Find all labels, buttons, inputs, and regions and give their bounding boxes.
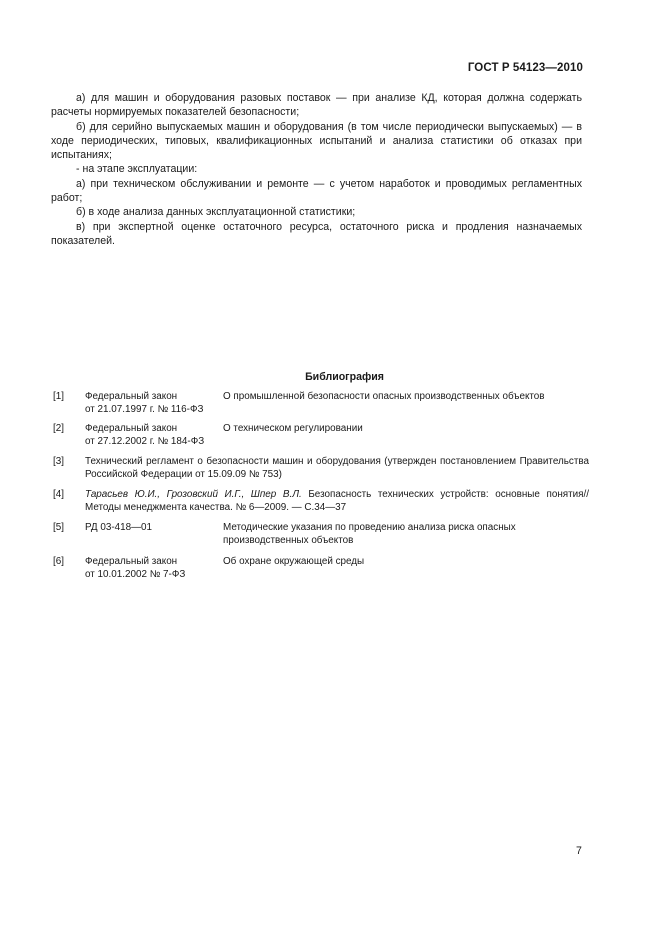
entry-date: от 27.12.2002 г. № 184-ФЗ — [85, 436, 205, 448]
entry-text — [85, 488, 589, 515]
entry-title: О техническом регулировании — [223, 423, 363, 434]
entry-authors: Тарасьев Ю.И., Грозовский И.Г., Шпер В.Л. — [85, 489, 302, 500]
entry-type: Федеральный закон — [85, 556, 178, 567]
entry-description: Безопасность технических устройств: основные понятия// Методы менеджмента качества. № 6—2009. — С.34—37 — [85, 489, 589, 514]
entry-number: [2] — [53, 423, 64, 434]
entry-title: Об охране окружающей среды — [223, 556, 365, 567]
entry-title: О промышленной безопасности опасных производственных объектов — [223, 391, 545, 402]
entry-number: [4] — [53, 489, 64, 500]
entry-type: Федеральный закон — [85, 391, 178, 402]
paragraph-b-statistics: б) в ходе анализа данных эксплуатационной статистики; — [76, 206, 356, 219]
paragraph-operation-stage: - на этапе эксплуатации: — [76, 163, 198, 176]
paragraph-a-maintenance: а) при техническом обслуживании и ремонте — с учетом наработок и проводимых регламентных работ; — [51, 177, 582, 205]
entry-text: Технический регламент о безопасности машин и оборудования (утвержден постановлением Правительства Российской Федерации от 15.09.09 № 753) — [85, 456, 589, 481]
entry-number: [3] — [53, 456, 64, 467]
entry-number: [6] — [53, 556, 64, 567]
entry-date: от 10.01.2002 № 7-ФЗ — [85, 569, 186, 581]
page-number: 7 — [576, 845, 582, 857]
entry-number: [1] — [53, 391, 64, 402]
document-code: ГОСТ Р 54123—2010 — [467, 62, 583, 74]
paragraph-b-serial: б) для серийно выпускаемых машин и оборудования (в том числе периодически выпускаемых) — в ходе периодических, типовых, квалификационных испытаний и анализа статистики об отказах при испытаниях; — [51, 120, 582, 162]
entry-number: [5] — [53, 522, 64, 533]
body-text — [51, 91, 582, 248]
entry-code: РД 03-418—01 — [85, 522, 152, 533]
entry-source — [85, 422, 220, 449]
paragraph-a-one-off: а) для машин и оборудования разовых поставок — при анализе КД, которая должна содержать расчеты нормируемых показателей безопасности; — [51, 92, 582, 119]
entry-date: от 21.07.1997 г. № 116-ФЗ — [85, 404, 204, 416]
paragraph-c-expert: в) при экспертной оценке остаточного ресурса, остаточного риска и продления назначаемых показателей. — [51, 220, 582, 247]
entry-title: Методические указания по проведению анализа риска опасных производственных объектов — [223, 522, 516, 547]
entry-source — [85, 390, 220, 417]
entry-type: Федеральный закон — [85, 423, 178, 434]
bibliography-title: Библиография — [305, 371, 384, 383]
entry-source — [85, 555, 220, 582]
